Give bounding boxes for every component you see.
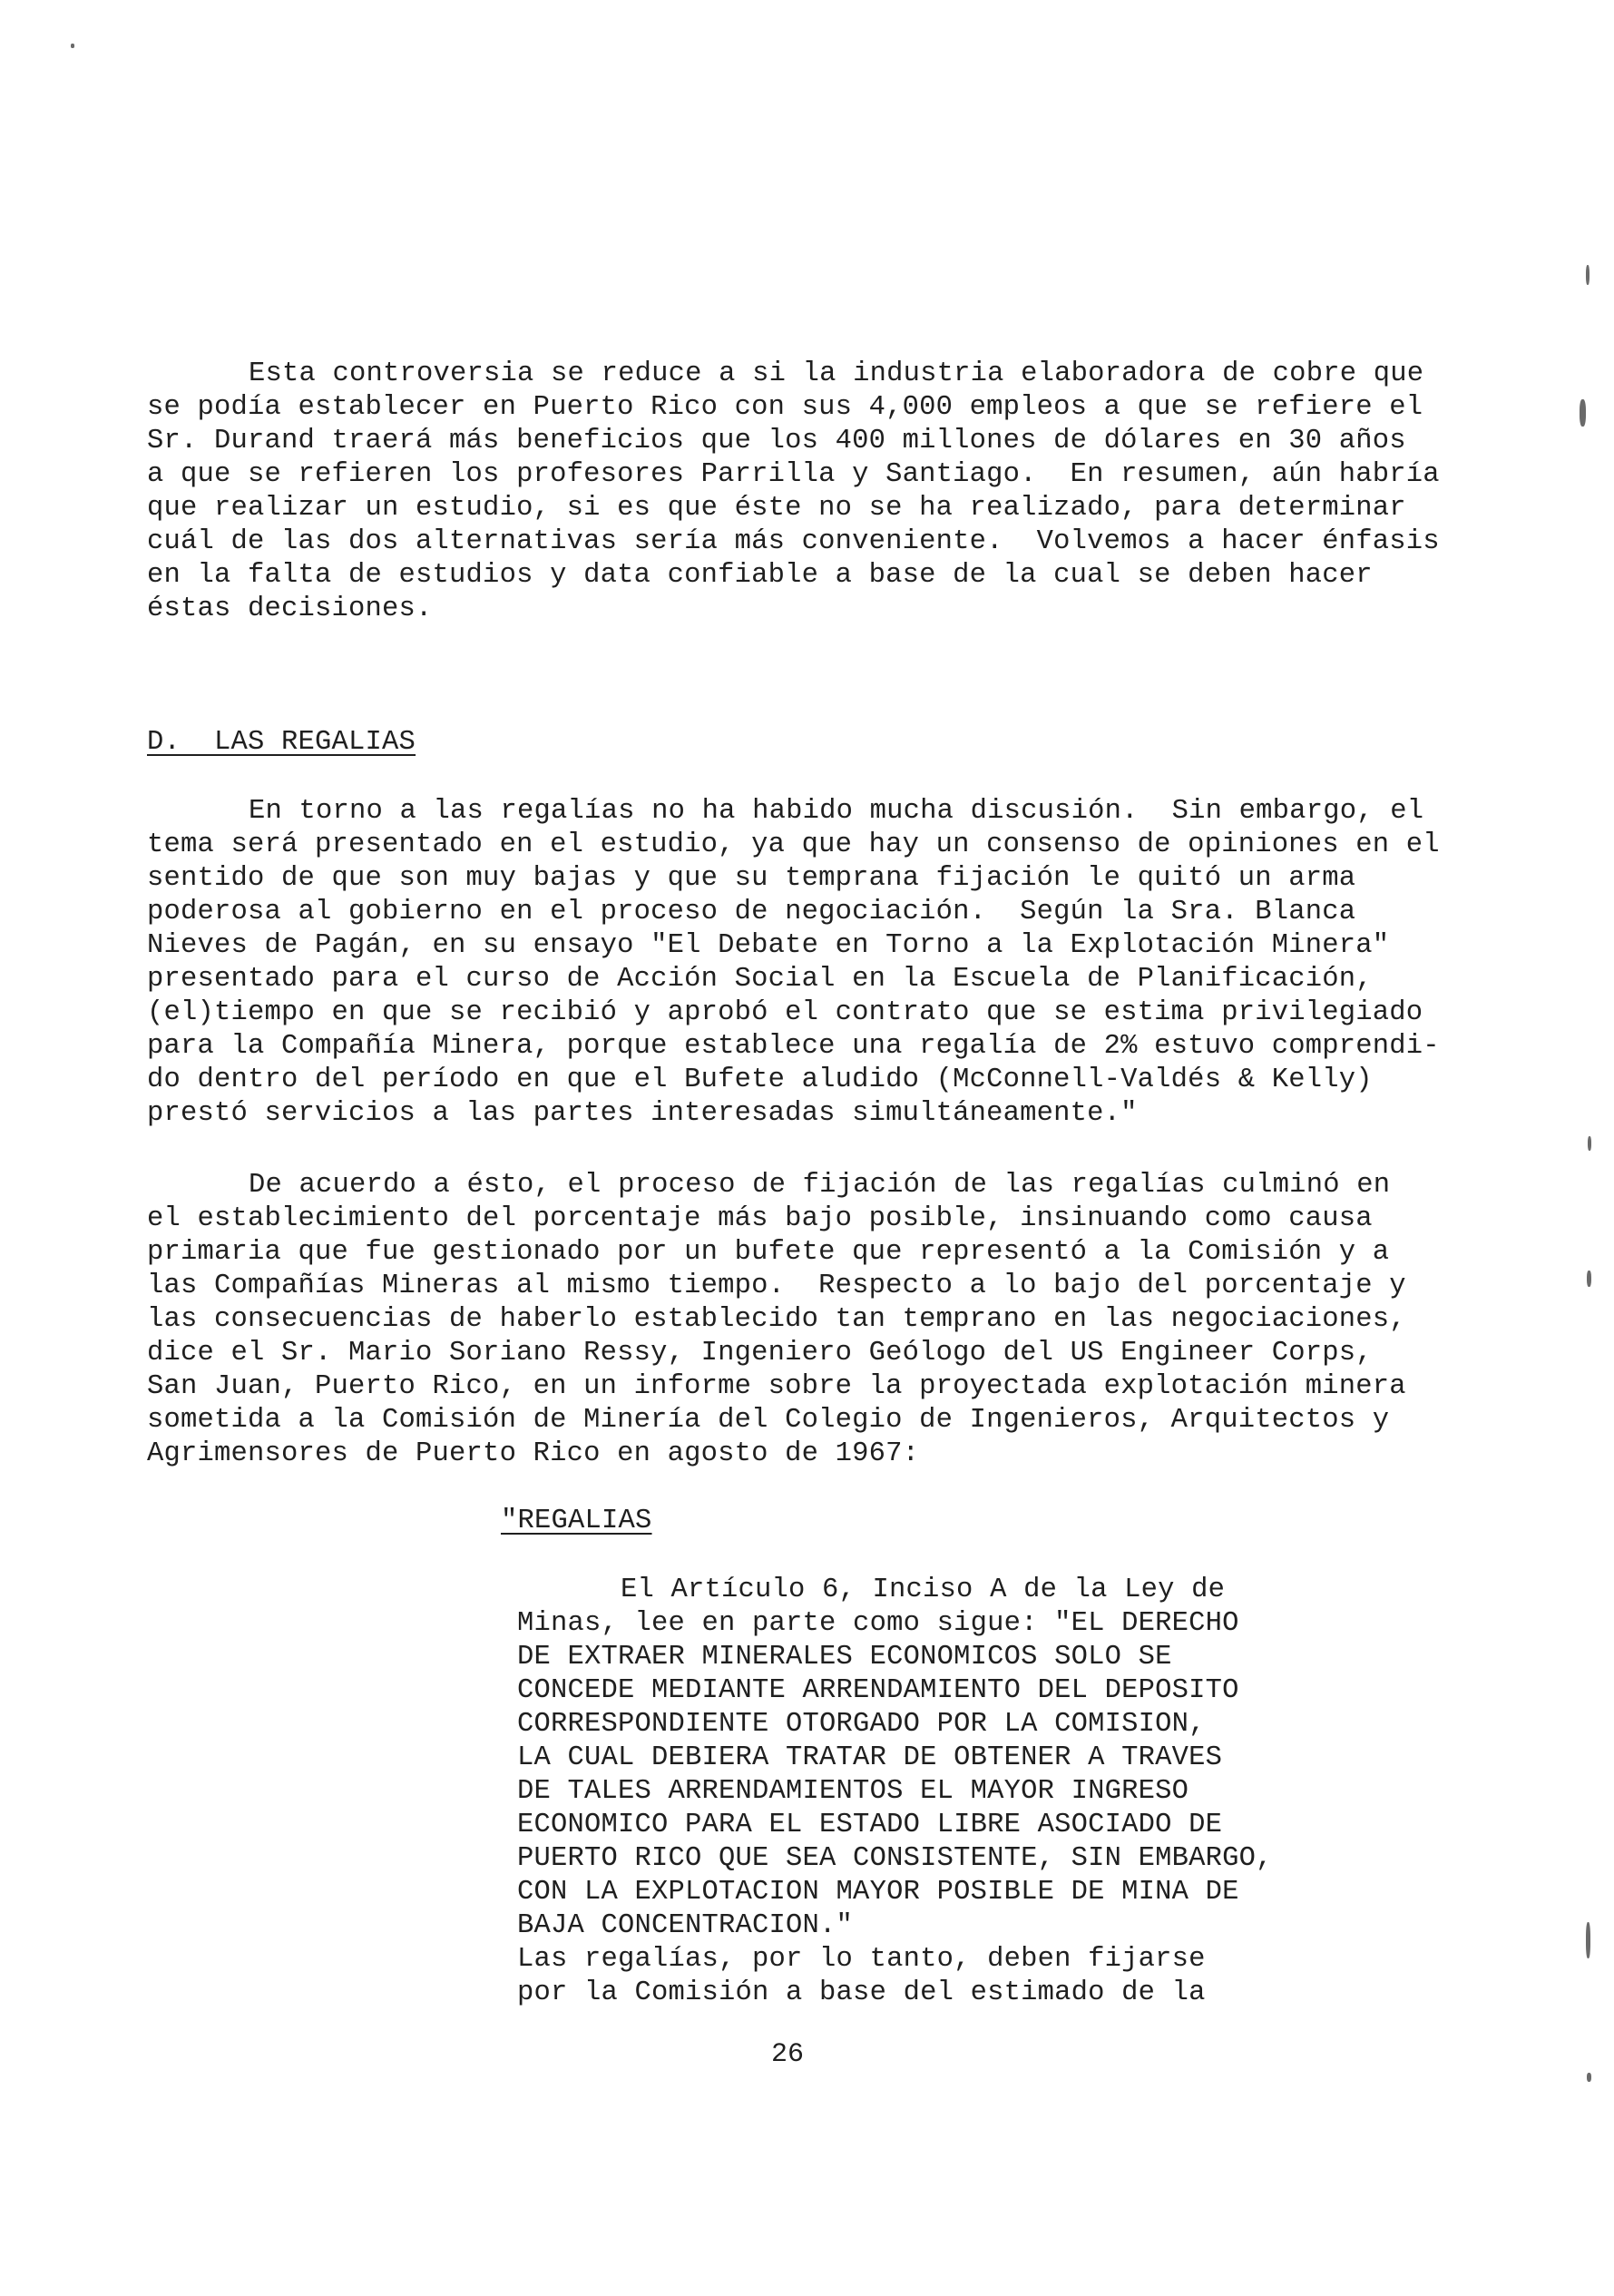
page-number: 26	[771, 2039, 805, 2070]
scan-speck	[1587, 2073, 1591, 2082]
quote-heading: "REGALIAS	[501, 1506, 652, 1536]
quote-line: por la Comisión a base del estimado de la	[517, 1977, 1206, 2008]
text-line: las consecuencias de haberlo establecido tan temprano en las negociaciones,	[147, 1304, 1406, 1335]
text-line: Agrimensores de Puerto Rico en agosto de 1967:	[147, 1438, 920, 1469]
quote-line: ECONOMICO PARA EL ESTADO LIBRE ASOCIADO DE	[517, 1810, 1223, 1840]
scan-speck	[1580, 399, 1586, 427]
scan-speck	[71, 44, 74, 48]
text-line: el establecimiento del porcentaje más bajo posible, insinuando como causa	[147, 1203, 1373, 1234]
quote-line: DE TALES ARRENDAMIENTOS EL MAYOR INGRESO	[517, 1776, 1189, 1807]
text-line: que realizar un estudio, si es que éste no se ha realizado, para determinar	[147, 493, 1406, 524]
text-line: dice el Sr. Mario Soriano Ressy, Ingeniero Geólogo del US Engineer Corps,	[147, 1338, 1373, 1369]
text-line: a que se refieren los profesores Parrilla y Santiago. En resumen, aún habría	[147, 459, 1440, 490]
text-line: las Compañías Mineras al mismo tiempo. Respecto a lo bajo del porcentaje y	[147, 1271, 1406, 1301]
text-line: do dentro del período en que el Bufete aludido (McConnell-Valdés & Kelly)	[147, 1065, 1373, 1095]
scan-speck	[1587, 1271, 1591, 1287]
text-line: San Juan, Puerto Rico, en un informe sobre la proyectada explotación minera	[147, 1371, 1406, 1402]
quote-line: CONCEDE MEDIANTE ARRENDAMIENTO DEL DEPOSITO	[517, 1675, 1239, 1706]
text-line: (el)tiempo en que se recibió y aprobó el contrato que se estima privilegiado	[147, 997, 1423, 1028]
text-line: sentido de que son muy bajas y que su temprana fijación le quitó un arma	[147, 863, 1356, 894]
text-line: Nieves de Pagán, en su ensayo "El Debate en Torno a la Explotación Minera"	[147, 930, 1390, 961]
text-line: primaria que fue gestionado por un bufete que representó a la Comisión y a	[147, 1237, 1390, 1268]
text-line: para la Compañía Minera, porque establece una regalía de 2% estuvo comprendi-	[147, 1031, 1440, 1062]
text-line: Sr. Durand traerá más beneficios que los 400 millones de dólares en 30 años	[147, 426, 1406, 456]
quote-line: Las regalías, por lo tanto, deben fijarse	[517, 1944, 1206, 1975]
text-line: sometida a la Comisión de Minería del Colegio de Ingenieros, Arquitectos y	[147, 1405, 1390, 1436]
text-line: éstas decisiones.	[147, 594, 433, 624]
text-line: cuál de las dos alternativas sería más conveniente. Volvemos a hacer énfasis	[147, 526, 1440, 557]
quote-line: CORRESPONDIENTE OTORGADO POR LA COMISION,	[517, 1709, 1206, 1740]
scan-speck	[1588, 1136, 1591, 1151]
quote-line: BAJA CONCENTRACION."	[517, 1910, 854, 1941]
text-line: prestó servicios a las partes interesadas simultáneamente."	[147, 1098, 1138, 1129]
text-line: Esta controversia se reduce a si la industria elaboradora de cobre que	[249, 358, 1424, 389]
section-heading: D. LAS REGALIAS	[147, 727, 416, 758]
quote-line: Minas, lee en parte como sigue: "EL DERECHO	[517, 1608, 1239, 1639]
text-line: se podía establecer en Puerto Rico con sus 4,000 empleos a que se refiere el	[147, 392, 1423, 423]
text-line: en la falta de estudios y data confiable a base de la cual se deben hacer	[147, 560, 1373, 591]
quote-line: DE EXTRAER MINERALES ECONOMICOS SOLO SE	[517, 1642, 1172, 1673]
quote-line: El Artículo 6, Inciso A de la Ley de	[621, 1575, 1226, 1605]
text-line: poderosa al gobierno en el proceso de negociación. Según la Sra. Blanca	[147, 897, 1356, 927]
quote-line: CON LA EXPLOTACION MAYOR POSIBLE DE MINA DE	[517, 1877, 1239, 1908]
scan-speck	[1586, 1922, 1590, 1958]
scan-speck	[1586, 265, 1590, 285]
quote-line: LA CUAL DEBIERA TRATAR DE OBTENER A TRAVES	[517, 1742, 1223, 1773]
text-line: tema será presentado en el estudio, ya que hay un consenso de opiniones en el	[147, 829, 1440, 860]
text-line: presentado para el curso de Acción Social en la Escuela de Planificación,	[147, 964, 1373, 995]
text-line: De acuerdo a ésto, el proceso de fijación de las regalías culminó en	[249, 1170, 1391, 1201]
text-line: En torno a las regalías no ha habido mucha discusión. Sin embargo, el	[249, 796, 1424, 827]
quote-line: PUERTO RICO QUE SEA CONSISTENTE, SIN EMBARGO,	[517, 1843, 1273, 1874]
